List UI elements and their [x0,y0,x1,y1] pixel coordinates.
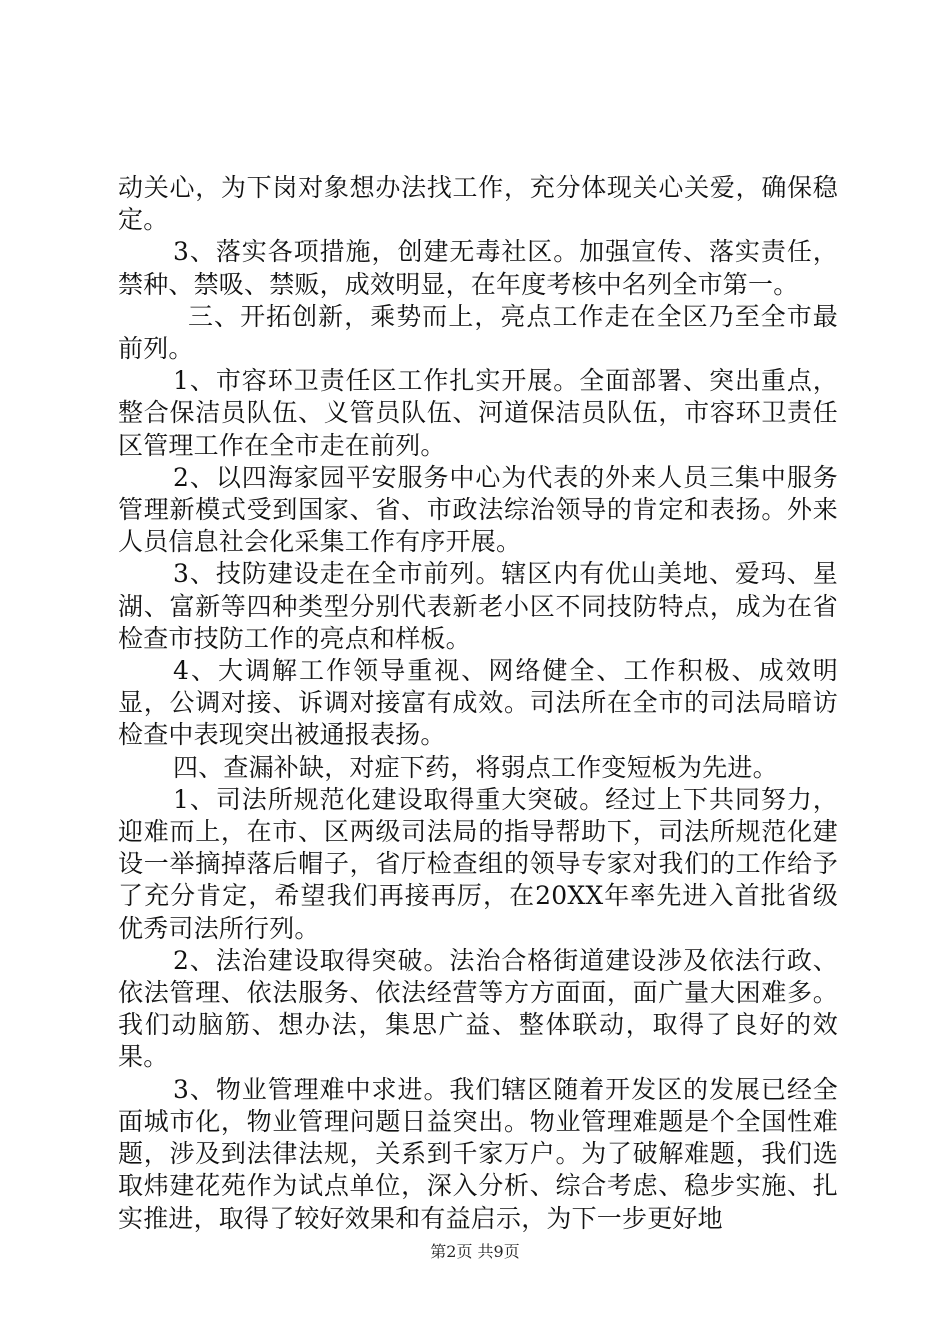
paragraph-item: 2、法治建设取得突破。法治合格街道建设涉及依法行政、依法管理、依法服务、依法经营等方方面面，面广量大困难多。我们动脑筋、想办法，集思广益、整体联动，取得了良好的效果。 [118,945,838,1072]
paragraph-item: 3、落实各项措施，创建无毒社区。加强宣传、落实责任，禁种、禁吸、禁贩，成效明显，在年度考核中名列全市第一。 [118,237,838,299]
paragraph-item: 1、司法所规范化建设取得重大突破。经过上下共同努力，迎难而上，在市、区两级司法局的指导帮助下，司法所规范化建设一举摘掉落后帽子，省厅检查组的领导专家对我们的工作给予了充分肯定，希望我们再接再厉，在20XX年率先进入首批省级优秀司法所行列。 [118,784,838,943]
section-heading: 四、查漏补缺，对症下药，将弱点工作变短板为先进。 [173,752,778,782]
document-body [118,172,838,1235]
section-heading: 三、开拓创新，乘势而上，亮点工作走在全区乃至全市最前列。 [118,301,838,364]
paragraph-item: 2、以四海家园平安服务中心为代表的外来人员三集中服务管理新模式受到国家、省、市政法综治领导的肯定和表扬。外来人员信息社会化采集工作有序开展。 [118,462,838,557]
page-footer: 第2页 共9页 [430,1242,520,1261]
paragraph-item: 4、大调解工作领导重视、网络健全、工作积极、成效明显，公调对接、诉调对接富有成效。司法所在全市的司法局暗访检查中表现突出被通报表扬。 [118,656,838,750]
paragraph-continuation: 动关心，为下岗对象想办法找工作，充分体现关心关爱，确保稳定。 [118,173,838,235]
paragraph-item: 3、技防建设走在全市前列。辖区内有优山美地、爱玛、星湖、富新等四种类型分别代表新老小区不同技防特点，成为在省检查市技防工作的亮点和样板。 [118,559,838,653]
paragraph-item: 3、物业管理难中求进。我们辖区随着开发区的发展已经全面城市化，物业管理问题日益突出。物业管理难题是个全国性难题，涉及到法律法规，关系到千家万户。为了破解难题，我们选取炜建花苑作为试点单位，深入分析、综合考虑、稳步实施、扎实推进，取得了较好效果和有益启示，为下一步更好地 [118,1074,838,1233]
paragraph-item: 1、市容环卫责任区工作扎实开展。全面部署、突出重点，整合保洁员队伍、义管员队伍、河道保洁员队伍，市容环卫责任区管理工作在全市走在前列。 [118,366,838,460]
